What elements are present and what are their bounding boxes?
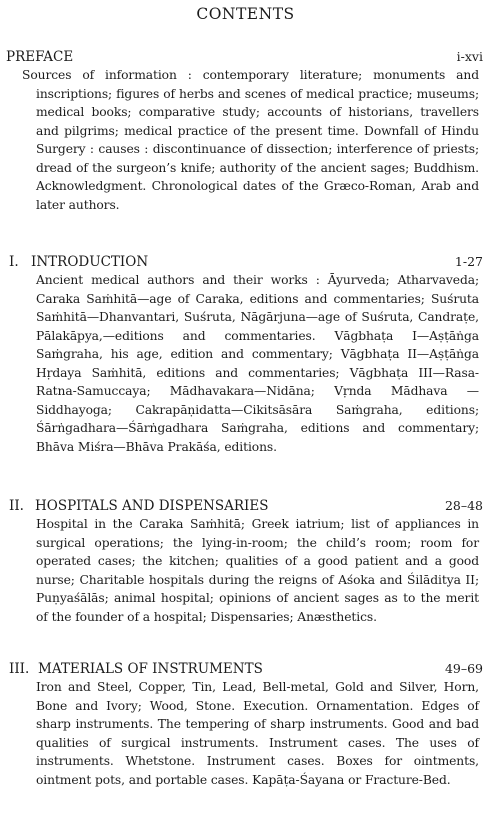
entry-heading-row — [0, 660, 491, 678]
entry-page-range: 49–69 — [444, 661, 483, 676]
entry-description: Hospital in the Caraka Saṁhitā; Greek iatrium; list of appliances in surgical operations; the lying-in-room; the child’s room; room for operated cases; the kitchen; qualities of a good patient and a good nurse; Charitable hospitals during the reigns of Aśoka and Śilāditya II; Puṇyaśālās; animal hospital; opinions of ancient sages as to the merit of the founder of a hospital; Dispensaries; Anæsthetics. — [36, 517, 479, 624]
toc-entry-preface — [0, 48, 491, 214]
entry-heading: MATERIALS OF INSTRUMENTS — [38, 661, 263, 677]
entry-heading-row — [0, 497, 491, 515]
entry-description: Sources of information : contemporary literature; monuments and inscriptions; figures of herbs and scenes of medical practice; museums; medical books; comparative study; accounts of historians, travellers and pilgrims; medical practice of the present time. Downfall of Hindu Surgery : causes : discontinuance of dissection; interference of priests; dread of the surgeon’s knife; authority of the ancient sages; Buddhism. Acknowledgment. Chronological dates of the Græco-Roman, Arab and later authors. — [22, 68, 479, 212]
entry-page-range: 28–48 — [444, 498, 483, 513]
entry-page-range: 1-27 — [454, 254, 483, 269]
entry-heading: PREFACE — [6, 49, 74, 65]
entry-heading: HOSPITALS AND DISPENSARIES — [35, 498, 269, 514]
entry-description: Iron and Steel, Copper, Tin, Lead, Bell-metal, Gold and Silver, Horn, Bone and Ivory; Wood, Stone. Execution. Ornamentation. Edges of sharp instruments. The tempering of sharp instruments. Good and bad qualities of surgical instruments. Instrument cases. The uses of instruments. Whetstone. Instrument cases. Boxes for ointments, ointment pots, and portable cases. Kapāṭa-Śayana or Fracture-Bed. — [36, 680, 479, 787]
entry-numeral: III. — [9, 661, 30, 677]
toc-entry-materials-of-instruments — [0, 660, 491, 789]
toc-entry-introduction — [0, 253, 491, 456]
toc-entry-hospitals-and-dispensaries — [0, 497, 491, 626]
entry-heading-row — [0, 253, 491, 271]
entry-numeral: II. — [9, 498, 24, 514]
page-title: CONTENTS — [196, 5, 295, 23]
entry-heading: INTRODUCTION — [31, 254, 149, 270]
entry-heading-row — [0, 48, 491, 66]
entry-numeral: I. — [9, 254, 19, 270]
entry-description: Ancient medical authors and their works : Āyurveda; Atharvaveda; Caraka Saṁhitā—age of Caraka, editions and commentaries; Suśruta Saṁhitā—Dhanvantari, Suśruta, Nāgārjuna—age of Suśruta, Candraṭe, Pālakāpya,—editions and commentaries. Vāgbhaṭa I—Aṣṭāṅga Saṁgraha, his age, edition and commentary; Vāgbhaṭa II—Aṣṭāṅga Hṛdaya Saṁhitā, editions and commentaries; Vāgbhaṭa III—Rasa-Ratna-Samuccaya; Mādhavakara—Nidāna; Vṛnda Mādhava —Siddhayoga; Cakrapāṇidatta—Cikitsāsāra Saṁgraha, editions; Śārṅgadhara—Śārṅgadhara Saṁgraha, editions and commentary; Bhāva Miśra—Bhāva Prakāśa, editions. — [36, 273, 479, 454]
entry-page-range: i-xvi — [456, 49, 483, 64]
